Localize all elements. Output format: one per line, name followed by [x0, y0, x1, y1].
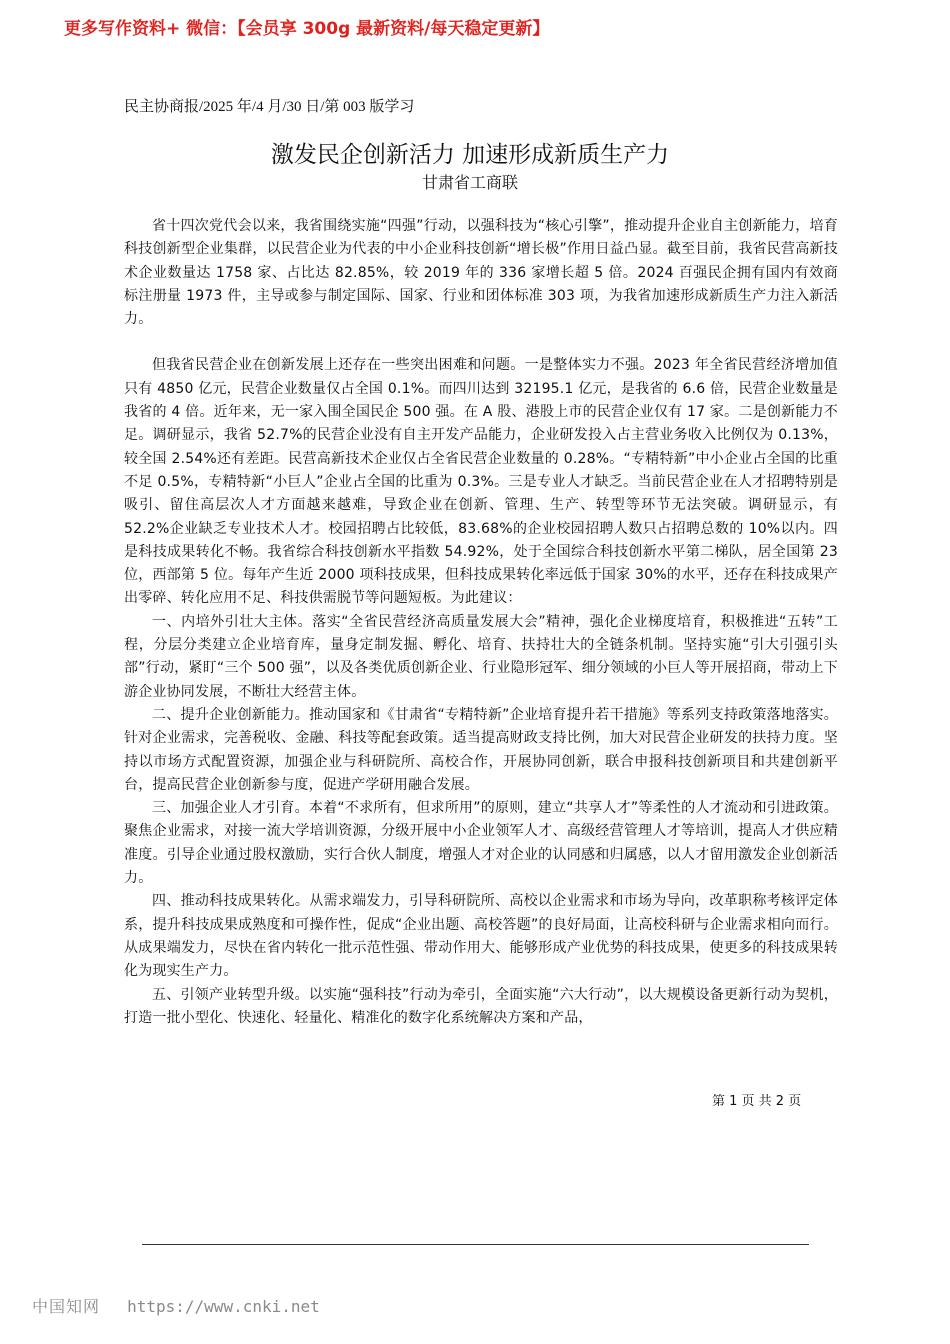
source-line: 民主协商报/2025 年/4 月/30 日/第 003 版学习 — [124, 99, 415, 115]
paragraph-problems: 但我省民营企业在创新发展上还存在一些突出困难和问题。一是整体实力不强。2023 年全省民营经济增加值只有 4850 亿元，民营企业数量仅占全国 0.1%。而四川达到 32195.1 亿元，是我省的 6.6 倍，民营企业数量是我省的 4 倍。近年来，无一家入围全国民企 500 强。在 A 股、港股上市的民营企业仅有 17 家。二是创新能力不足。调研显示，我省 52.7%的民营企业没有自主开发产品能力，企业研发投入占主营业务收入比例仅为 0.13%，较全国 2.54%还有差距。民营高新技术企业仅占全省民营企业数量的 0.28%。“专精特新”中小企业占全国的比重不足 0.5%，专精特新“小巨人”企业占全国的比重为 0.3%。三是专业人才缺乏。当前民营企业在人才招聘特别是吸引、留住高层次人才方面越来越难，导致企业在创新、管理、生产、转型等环节无法突破。调研显示，有 52.2%企业缺乏专业技术人才。校园招聘占比较低，83.68%的企业校园招聘人数只占招聘总数的 10%以内。四是科技成果转化不畅。我省综合科技创新水平指数 54.92%，处于全国综合科技创新水平第二梯队，居全国第 23 位，西部第 5 位。每年产生近 2000 项科技成果，但科技成果转化率远低于国家 30%的水平，还存在科技成果产出零碎、转化应用不足、科技供需脱节等问题短板。为此建议： — [124, 357, 838, 607]
paragraph-suggestion-5: 五、引领产业转型升级。以实施“强科技”行动为牵引，全面实施“六大行动”，以大规模设备更新行动为契机，打造一批小型化、快速化、轻量化、精准化的数字化系统解决方案和产品， — [124, 986, 838, 1026]
paragraph-suggestion-4: 四、推动科技成果转化。从需求端发力，引导科研院所、高校以企业需求和市场为导向，改革职称考核评定体系，提升科技成果成熟度和可操作性，促成“企业出题、高校答题”的良好局面，让高校科研与企业需求相向而行。从成果端发力，尽快在省内转化一批示范性强、带动作用大、能够形成产业优势的科技成果，使更多的科技成果转化为现实生产力。 — [124, 893, 838, 980]
cnki-url-link[interactable]: https://www.cnki.net — [127, 1297, 320, 1316]
footer-divider — [142, 1244, 809, 1245]
author-line: 甘肃省工商联 — [421, 173, 518, 192]
paragraph-intro: 省十四次党代会以来，我省围绕实施“四强”行动，以强科技为“核心引擎”，推动提升企业自主创新能力，培育科技创新型企业集群，以民营企业为代表的中小企业科技创新“增长极”作用日益凸显。截至目前，我省民营高新技术企业数量达 1758 家、占比达 82.85%，较 2019 年的 336 家增长超 5 倍。2024 百强民企拥有国内有效商标注册量 1973 件，主导或参与制定国际、国家、行业和团体标准 303 项，为我省加速形成新质生产力注入新活力。 — [124, 218, 838, 328]
page-title: 激发民企创新活力 加速形成新质生产力 — [270, 142, 670, 168]
paragraph-suggestion-2: 二、提升企业创新能力。推动国家和《甘肃省“专精特新”企业培育提升若干措施》等系列支持政策落地落实。针对企业需求，完善税收、金融、科技等配套政策。适当提高财政支持比例，加大对民营企业研发的扶持力度。坚持以市场方式配置资源，加强企业与科研院所、高校合作，开展协同创新，联合申报科技创新项目和共建创新平台，提高民营企业创新参与度，促进产学研用融合发展。 — [124, 706, 838, 793]
paragraph-suggestion-1: 一、内培外引壮大主体。落实“全省民营经济高质量发展大会”精神，强化企业梯度培育，积极推进“五转”工程，分层分类建立企业培育库，量身定制发掘、孵化、培育、扶持壮大的全链条机制。坚持实施“引大引强引头部”行动，紧盯“三个 500 强”，以及各类优质创新企业、行业隐形冠军、细分领域的小巨人等开展招商，带动上下游企业协同发展，不断壮大经营主体。 — [124, 613, 838, 700]
article-body — [124, 215, 838, 1030]
page-number: 第 1 页 共 2 页 — [712, 1094, 802, 1109]
paragraph-suggestion-3: 三、加强企业人才引育。本着“不求所有，但求所用”的原则，建立“共享人才”等柔性的人才流动和引进政策。聚焦企业需求，对接一流大学培训资源，分级开展中小企业领军人才、高级经营管理人才等培训，提高人才供应精准度。引导企业通过股权激励，实行合伙人制度，增强人才对企业的认同感和归属感，以人才留用激发企业创新活力。 — [124, 800, 838, 887]
promo-banner: 更多写作资料+ 微信：【会员享 300g 最新资料/每天稳定更新】 — [64, 19, 550, 39]
footer — [32, 1294, 320, 1317]
cnki-logo-text: 中国知网 — [32, 1297, 101, 1316]
